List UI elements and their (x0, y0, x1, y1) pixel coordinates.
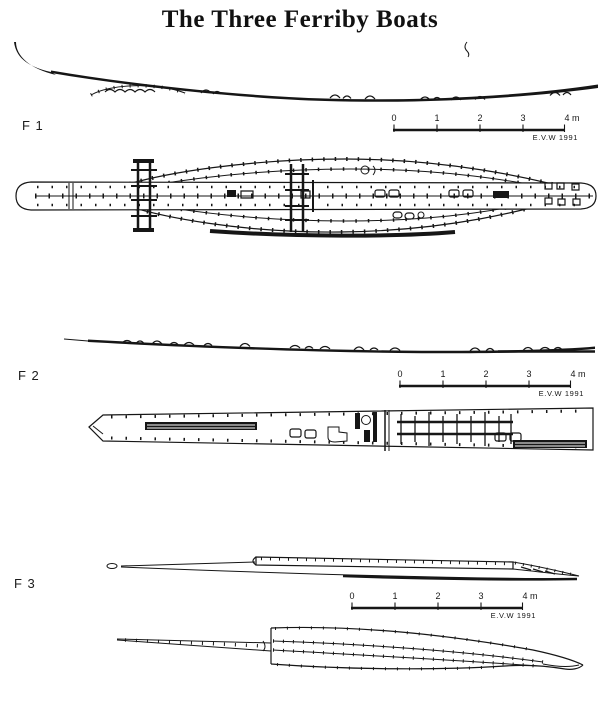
f2-plan-drawing (85, 402, 600, 462)
scale-tick-labels (350, 591, 560, 602)
f3-profile-drawing (103, 545, 583, 595)
scale-tick-label: 1 (392, 591, 398, 601)
scale-bar-line (398, 380, 598, 389)
scale-bar-line (350, 602, 550, 611)
page-title: The Three Ferriby Boats (161, 6, 439, 33)
scale-signature: E.V.W 1991 (490, 611, 536, 620)
scale-signature: E.V.W 1991 (538, 389, 584, 398)
scale-tick-label: 0 (391, 113, 397, 123)
boat-label-f2: F 2 (18, 368, 40, 383)
scale-end-label: 4 m (522, 591, 538, 601)
scale-bar-f1 (392, 113, 600, 142)
scale-tick-label: 3 (520, 113, 526, 123)
scale-tick-label: 0 (349, 591, 355, 601)
f1-plan-drawing (5, 150, 600, 240)
scale-tick-label: 0 (397, 369, 403, 379)
scale-tick-label: 2 (483, 369, 489, 379)
scale-bar-f3 (350, 591, 560, 620)
scale-tick-label: 2 (477, 113, 483, 123)
scale-end-label: 4 m (564, 113, 580, 123)
scale-tick-labels (392, 113, 600, 124)
f3-plan-drawing (113, 617, 593, 692)
scale-end-label: 4 m (570, 369, 586, 379)
scale-tick-label: 1 (434, 113, 440, 123)
boat-label-f3: F 3 (14, 576, 36, 591)
scale-tick-label: 3 (478, 591, 484, 601)
f2-profile-drawing (58, 320, 598, 370)
scale-bar-line (392, 124, 592, 133)
scale-bar-f2 (398, 369, 600, 398)
scale-tick-label: 3 (526, 369, 532, 379)
scale-signature: E.V.W 1991 (532, 133, 578, 142)
f1-profile-drawing (5, 40, 600, 108)
boat-label-f1: F 1 (22, 118, 44, 133)
scale-tick-label: 2 (435, 591, 441, 601)
scale-tick-label: 1 (440, 369, 446, 379)
scale-tick-labels (398, 369, 600, 380)
